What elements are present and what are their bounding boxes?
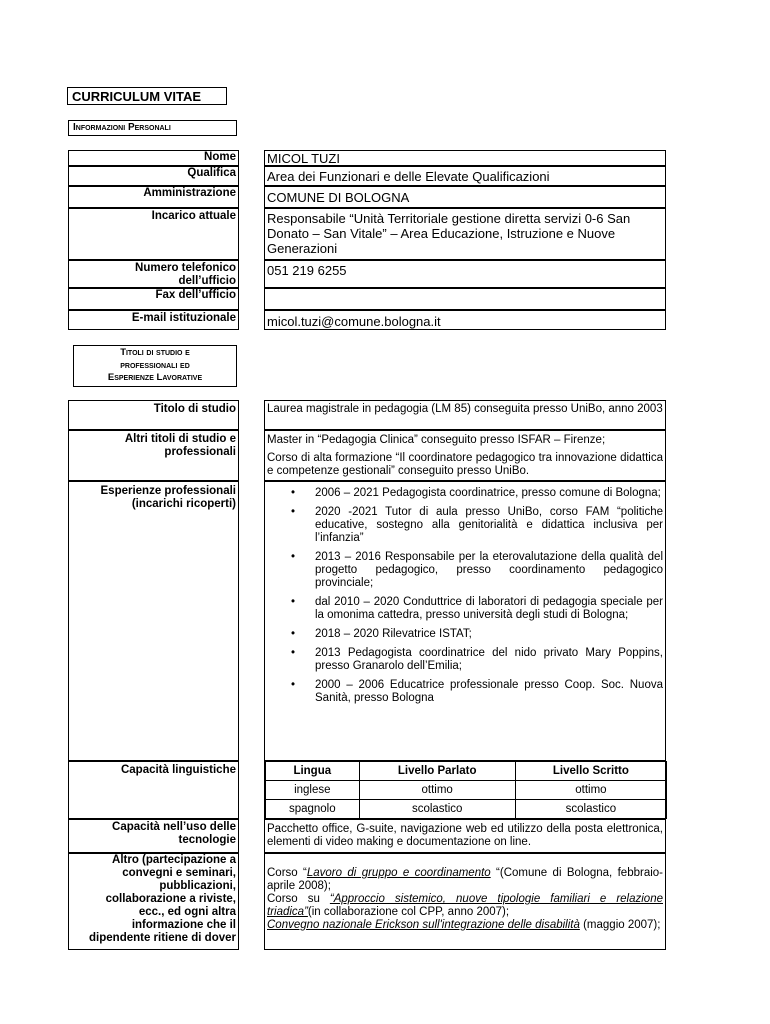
altro-label-line: Altro (partecipazione a (112, 854, 236, 866)
altro-label-line: convegni e seminari, (122, 867, 236, 879)
email-label: E-mail istituzionale (68, 310, 239, 330)
list-item (267, 679, 663, 705)
titolo-label: Titolo di studio (68, 400, 239, 430)
telefono-label (68, 260, 239, 288)
qualifica-value: Area dei Funzionari e delle Elevate Qualificazioni (264, 166, 666, 186)
table-cell: ottimo (515, 781, 666, 800)
list-item (267, 506, 663, 545)
altro-label-line: ecc., ed ogni altra (138, 906, 236, 918)
fax-value (264, 288, 666, 310)
list-item (267, 596, 663, 622)
qualifica-label: Qualifica (68, 166, 239, 186)
bullet-icon: • (291, 596, 296, 608)
list-item (267, 647, 663, 673)
altro-text: Corso “ (267, 867, 307, 879)
section-personal-info: Informazioni Personali (68, 120, 237, 136)
esperienze-label-line2: (incarichi ricoperti) (131, 498, 236, 510)
esperienze-label-line1: Esperienze professionali (100, 485, 236, 497)
nome-value: MICOL TUZI (264, 150, 666, 166)
altri-titoli-value (264, 430, 666, 481)
altri-titoli-label (68, 430, 239, 481)
altro-title: Lavoro di gruppo e coordinamento (306, 867, 491, 879)
telefono-label-line2: dell’ufficio (178, 275, 236, 287)
altro-label-line: pubblicazioni, (159, 880, 236, 892)
altro-label-line: dipendente ritiene di dover (89, 932, 236, 944)
table-cell: scolastico (515, 800, 666, 819)
altro-value (264, 853, 666, 950)
column-header-scritto: Livello Scritto (515, 762, 666, 781)
tecnologie-value: Pacchetto office, G-suite, navigazione web ed utilizzo della posta elettronica, elementi di video making e documentazione on line. (264, 819, 666, 853)
table-cell: scolastico (359, 800, 515, 819)
section-titles-line3: Esperienze Lavorative (107, 372, 203, 383)
bullet-icon: • (291, 487, 296, 499)
esperienza-text: 2013 Pedagogista coordinatrice del nido privato Mary Poppins, presso Granarolo dell’Emilia; (315, 647, 663, 672)
nome-label: Nome (68, 150, 239, 166)
altro-text: (in collaborazione col CPP, anno 2007); (307, 906, 510, 918)
section-titles-experience (73, 345, 237, 387)
altri-titoli-label-line1: Altri titoli di studio e (124, 433, 236, 445)
titolo-value: Laurea magistrale in pedagogia (LM 85) conseguita presso UniBo, anno 2003 (264, 400, 666, 430)
esperienza-text: 2000 – 2006 Educatrice professionale presso Coop. Soc. Nuova Sanità, presso Bologna (315, 679, 663, 704)
table-cell: inglese (266, 781, 360, 800)
bullet-icon: • (291, 647, 296, 659)
altri-titoli-label-line2: professionali (164, 446, 236, 458)
altro-item-3 (267, 919, 663, 932)
altri-titoli-item-1: Master in “Pedagogia Clinica” conseguito presso ISFAR – Firenze; (267, 434, 606, 446)
list-item (267, 551, 663, 590)
altri-titoli-item-2: Corso di alta formazione “Il coordinatore pedagogico tra innovazione didattica e competenze gestionali” conseguito presso UniBo. (267, 452, 663, 477)
altro-label-line: collaborazione a riviste, (105, 893, 236, 905)
tecnologie-label (68, 819, 239, 853)
amministrazione-value: COMUNE DI BOLOGNA (264, 186, 666, 208)
telefono-value: 051 219 6255 (264, 260, 666, 288)
altro-text: (maggio 2007); (583, 919, 661, 931)
lingue-label: Capacità linguistiche (68, 761, 239, 819)
table-cell: ottimo (359, 781, 515, 800)
column-header-lingua: Lingua (266, 762, 360, 781)
bullet-icon: • (291, 628, 296, 640)
esperienza-text: 2020 -2021 Tutor di aula presso UniBo, corso FAM “politiche educative, sostegno alla genitorialità e didattica inclusiva per l’infanzia” (315, 506, 663, 544)
altro-item-1 (267, 867, 663, 893)
table-row (266, 800, 667, 819)
esperienze-list (267, 487, 663, 705)
list-item (267, 487, 663, 500)
table-header-row (266, 762, 667, 781)
column-header-parlato: Livello Parlato (359, 762, 515, 781)
altro-label-line: informazione che il (131, 919, 236, 931)
email-value: micol.tuzi@comune.bologna.it (264, 310, 666, 330)
telefono-label-line1: Numero telefonico (135, 262, 236, 274)
esperienza-text: 2013 – 2016 Responsabile per la eterovalutazione della qualità del progetto pedagogico, presso coordinamento pedagogico provinciale; (315, 551, 663, 589)
esperienza-text: 2018 – 2020 Rilevatrice ISTAT; (315, 628, 472, 640)
incarico-value: Responsabile “Unità Territoriale gestione diretta servizi 0-6 San Donato – San Vitale” – Area Educazione, Istruzione e Nuove Generazioni (264, 208, 666, 260)
list-item (267, 628, 663, 641)
fax-label: Fax dell’ufficio (68, 288, 239, 310)
amministrazione-label: Amministrazione (68, 186, 239, 208)
section-titles-line2: professionali ed (120, 359, 190, 371)
tecnologie-label-line1: Capacità nell’uso delle (112, 821, 236, 833)
esperienza-text: 2006 – 2021 Pedagogista coordinatrice, presso comune di Bologna; (315, 487, 661, 499)
altro-label (68, 853, 239, 950)
section-titles-line1: Titoli di studio e (120, 347, 190, 358)
table-cell: spagnolo (266, 800, 360, 819)
tecnologie-label-line2: tecnologie (178, 834, 236, 846)
altro-item-2 (267, 893, 663, 919)
altro-title: “Approccio sistemico, nuove tipologie familiari e relazione triadica” (267, 893, 663, 918)
altro-text: “(Comune di Bologna, febbraio-aprile 2008); (267, 867, 663, 892)
bullet-icon: • (291, 506, 296, 518)
esperienze-label (68, 481, 239, 761)
altro-title: Convegno nazionale Erickson sull'integrazione delle disabilità (267, 919, 580, 931)
table-row (266, 781, 667, 800)
esperienza-text: dal 2010 – 2020 Conduttrice di laboratori di pedagogia speciale per la omonima cattedra, presso università degli studi di Bologna; (315, 596, 663, 621)
altro-text: Corso su (267, 893, 330, 905)
incarico-label: Incarico attuale (68, 208, 239, 260)
bullet-icon: • (291, 679, 296, 691)
lingue-table (265, 761, 667, 819)
bullet-icon: • (291, 551, 296, 563)
cv-title: CURRICULUM VITAE (67, 87, 227, 105)
esperienze-value (264, 481, 666, 761)
